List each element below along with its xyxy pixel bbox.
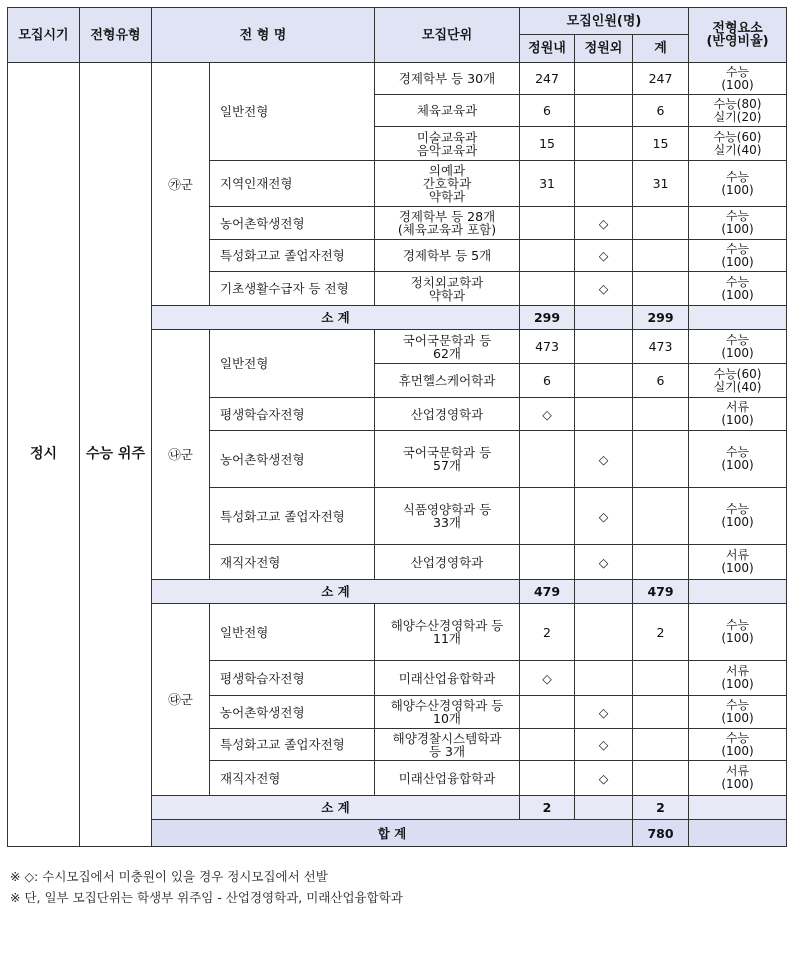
total-cell: 2 [633,604,689,661]
selection-name: 특성화고교 졸업자전형 [210,729,375,761]
subtotal-label: 소 계 [152,580,520,604]
subtotal-out-quota [575,796,633,820]
header-unit: 모집단위 [375,8,520,63]
total-cell: 6 [633,95,689,127]
in-quota-cell: ◇ [520,398,575,431]
subtotal-requirement [689,306,787,330]
selection-name: 재직자전형 [210,545,375,580]
subtotal-requirement [689,580,787,604]
header-name: 전 형 명 [152,8,375,63]
selection-name: 특성화고교 졸업자전형 [210,488,375,545]
selection-name: 일반전형 [210,604,375,661]
total-cell [633,272,689,306]
requirement-cell: 서류 (100) [689,398,787,431]
in-quota-cell: 6 [520,95,575,127]
total-cell [633,545,689,580]
selection-name: 농어촌학생전형 [210,207,375,240]
unit-cell: 경제학부 등 28개 (체육교육과 포함) [375,207,520,240]
total-cell [633,661,689,696]
in-quota-cell [520,240,575,272]
total-cell [633,431,689,488]
total-cell [633,398,689,431]
out-quota-cell [575,95,633,127]
out-quota-cell: ◇ [575,272,633,306]
total-cell [633,729,689,761]
unit-cell: 경제학부 등 5개 [375,240,520,272]
selection-name: 농어촌학생전형 [210,696,375,729]
unit-cell: 의예과 간호학과 약학과 [375,161,520,207]
out-quota-cell [575,398,633,431]
header-requirements: 전형요소 (반영비율) [689,8,787,63]
requirement-cell: 수능(60) 실기(40) [689,364,787,398]
selection-name: 평생학습자전형 [210,661,375,696]
requirement-cell: 수능 (100) [689,272,787,306]
total-cell: 6 [633,364,689,398]
out-quota-cell [575,161,633,207]
subtotal-label: 소 계 [152,306,520,330]
admission-type-cell: 수능 위주 [80,63,152,847]
unit-cell: 식품영양학과 등 33개 [375,488,520,545]
in-quota-cell [520,488,575,545]
group-label: ㉮군 [152,63,210,306]
admissions-table [7,7,787,847]
subtotal-label: 소 계 [152,796,520,820]
grand-total-in-quota: 780 [633,820,689,847]
out-quota-cell: ◇ [575,431,633,488]
unit-cell: 국어국문학과 등 57개 [375,431,520,488]
out-quota-cell: ◇ [575,240,633,272]
header-in-quota: 정원내 [520,35,575,63]
total-cell [633,240,689,272]
unit-cell: 체육교육과 [375,95,520,127]
selection-name: 일반전형 [210,63,375,161]
out-quota-cell [575,63,633,95]
in-quota-cell: 2 [520,604,575,661]
total-cell [633,696,689,729]
unit-cell: 경제학부 등 30개 [375,63,520,95]
subtotal-in-quota: 2 [520,796,575,820]
admissions-table-container [7,7,786,847]
requirement-cell: 수능 (100) [689,207,787,240]
out-quota-cell [575,127,633,161]
header-out-quota: 정원외 [575,35,633,63]
in-quota-cell: 473 [520,330,575,364]
footnote: ※ ◇: 수시모집에서 미충원이 있을 경우 정시모집에서 선발 [10,869,328,884]
in-quota-cell [520,729,575,761]
selection-name: 재직자전형 [210,761,375,796]
requirement-cell: 수능(60) 실기(40) [689,127,787,161]
total-cell: 247 [633,63,689,95]
in-quota-cell: 15 [520,127,575,161]
selection-name: 일반전형 [210,330,375,398]
selection-name: 평생학습자전형 [210,398,375,431]
requirement-cell: 수능 (100) [689,63,787,95]
out-quota-cell: ◇ [575,696,633,729]
selection-name: 지역인재전형 [210,161,375,207]
requirement-cell: 수능 (100) [689,729,787,761]
out-quota-cell [575,330,633,364]
requirement-cell: 수능 (100) [689,161,787,207]
unit-cell: 미래산업융합학과 [375,761,520,796]
out-quota-cell: ◇ [575,729,633,761]
requirement-cell: 서류 (100) [689,661,787,696]
out-quota-cell: ◇ [575,761,633,796]
total-cell [633,761,689,796]
requirement-cell: 수능 (100) [689,240,787,272]
in-quota-cell [520,761,575,796]
footnote: ※ 단, 일부 모집단위는 학생부 위주임 - 산업경영학과, 미래산업융합학과 [10,890,403,905]
subtotal-out-quota [575,580,633,604]
in-quota-cell: 247 [520,63,575,95]
subtotal-requirement [689,796,787,820]
in-quota-cell [520,696,575,729]
total-cell: 473 [633,330,689,364]
selection-name: 기초생활수급자 등 전형 [210,272,375,306]
out-quota-cell [575,364,633,398]
out-quota-cell [575,604,633,661]
out-quota-cell: ◇ [575,488,633,545]
in-quota-cell: ◇ [520,661,575,696]
unit-cell: 해양수산경영학과 등 11개 [375,604,520,661]
group-label: ㉰군 [152,604,210,796]
header-type: 전형유형 [80,8,152,63]
requirement-cell: 서류 (100) [689,545,787,580]
unit-cell: 휴먼헬스케어학과 [375,364,520,398]
unit-cell: 국어국문학과 등 62개 [375,330,520,364]
subtotal-total: 2 [633,796,689,820]
requirement-cell: 수능 (100) [689,431,787,488]
selection-name: 농어촌학생전형 [210,431,375,488]
selection-name: 특성화고교 졸업자전형 [210,240,375,272]
requirement-cell: 수능 (100) [689,330,787,364]
total-cell [633,488,689,545]
out-quota-cell: ◇ [575,207,633,240]
in-quota-cell [520,272,575,306]
header-total: 계 [633,35,689,63]
total-cell [633,207,689,240]
out-quota-cell: ◇ [575,545,633,580]
subtotal-total: 479 [633,580,689,604]
total-cell: 15 [633,127,689,161]
subtotal-out-quota [575,306,633,330]
in-quota-cell [520,207,575,240]
requirement-cell: 수능(80) 실기(20) [689,95,787,127]
unit-cell: 산업경영학과 [375,398,520,431]
in-quota-cell: 31 [520,161,575,207]
unit-cell: 정치외교학과 약학과 [375,272,520,306]
grand-total-out-quota [689,820,787,847]
requirement-cell: 수능 (100) [689,696,787,729]
in-quota-cell [520,545,575,580]
subtotal-total: 299 [633,306,689,330]
subtotal-in-quota: 299 [520,306,575,330]
in-quota-cell: 6 [520,364,575,398]
unit-cell: 산업경영학과 [375,545,520,580]
requirement-cell: 수능 (100) [689,488,787,545]
grand-total-label: 합 계 [152,820,633,847]
unit-cell: 미래산업융합학과 [375,661,520,696]
in-quota-cell [520,431,575,488]
period-cell: 정시 [8,63,80,847]
group-label: ㉯군 [152,330,210,580]
total-cell: 31 [633,161,689,207]
subtotal-in-quota: 479 [520,580,575,604]
unit-cell: 해양경찰시스템학과 등 3개 [375,729,520,761]
header-period: 모집시기 [8,8,80,63]
requirement-cell: 수능 (100) [689,604,787,661]
footnotes [10,866,403,908]
unit-cell: 미술교육과 음악교육과 [375,127,520,161]
out-quota-cell [575,661,633,696]
unit-cell: 해양수산경영학과 등 10개 [375,696,520,729]
header-count: 모집인원(명) [520,8,689,35]
requirement-cell: 서류 (100) [689,761,787,796]
